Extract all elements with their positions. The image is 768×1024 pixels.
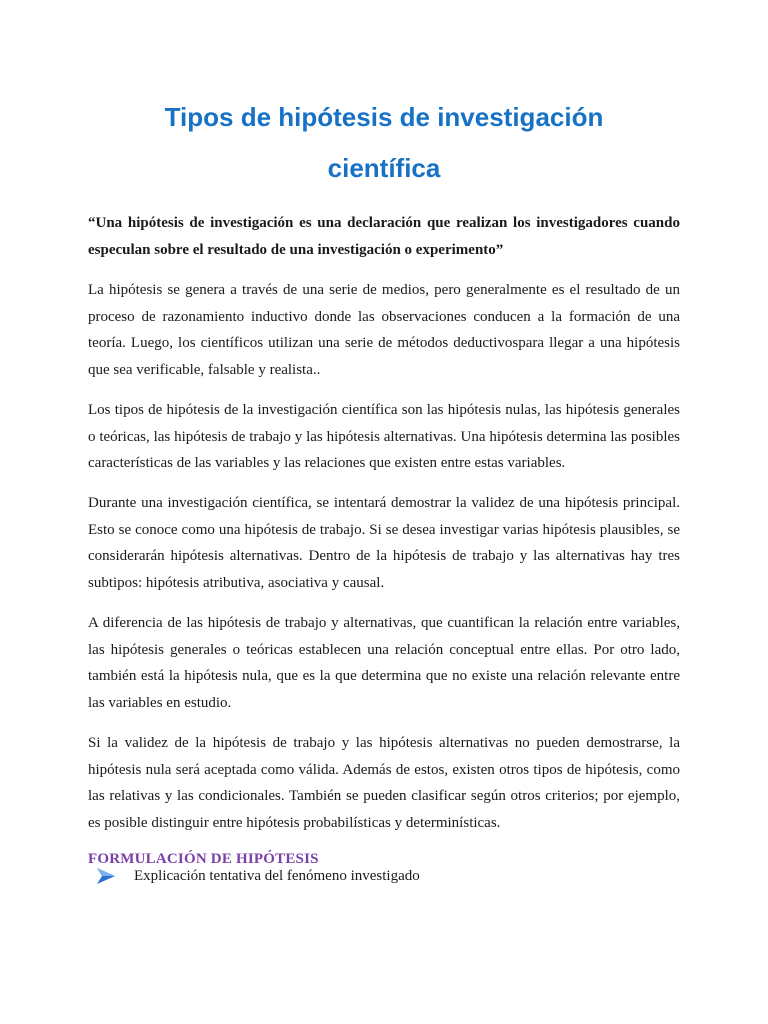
paragraph: La hipótesis se genera a través de una serie de medios, pero generalmente es el resultado de un proceso de razonamiento inductivo donde las observaciones conducen a la formación de una teoría. Luego, los científicos utilizan una serie de métodos deductivospara llegar a una hipótesis que sea verificable, falsable y realista.. bbox=[88, 282, 680, 379]
page-title: Tipos de hipótesis de investigación bbox=[164, 102, 604, 132]
paragraph: Los tipos de hipótesis de la investigación científica son las hipótesis nulas, las hipótesis generales o teóricas, las hipótesis de trabajo y las hipótesis alternativas. Una hipótesis determina las posibles características de las variables y las relaciones que existen entre estas variables. bbox=[88, 402, 680, 472]
page-title-continued: científica bbox=[327, 153, 441, 183]
list-item-text: Explicación tentativa del fenómeno investigado bbox=[134, 868, 420, 884]
arrow-bullet-icon bbox=[96, 866, 116, 886]
paragraph: Durante una investigación científica, se intentará demostrar la validez de una hipótesis principal. Esto se conoce como una hipótesis de trabajo. Si se desea investigar varias hipótesis plausibles, se considerarán hipótesis alternativas. Dentro de la hipótesis de trabajo y las alternativas hay tres subtipos: hipótesis atributiva, asociativa y causal. bbox=[88, 495, 680, 592]
paragraph: A diferencia de las hipótesis de trabajo y alternativas, que cuantifican la relación entre variables, las hipótesis generales o teóricas establecen una relación conceptual entre ellas. Por otro lado, también está la hipótesis nula, que es la que determina que no existe una relación relevante entre las variables en estudio. bbox=[88, 615, 680, 712]
opening-quote: “Una hipótesis de investigación es una declaración que realizan los investigadores cuando especulan sobre el resultado de una investigación o experimento” bbox=[88, 215, 680, 258]
list-item bbox=[96, 863, 696, 889]
paragraph: Si la validez de la hipótesis de trabajo y las hipótesis alternativas no pueden demostrarse, la hipótesis nula será aceptada como válida. Además de estos, existen otros tipos de hipótesis, como las relativas y las condicionales. También se pueden clasificar según otros criterios; por ejemplo, es posible distinguir entre hipótesis probabilísticas y determinísticas. bbox=[88, 735, 680, 832]
section-heading: FORMULACIÓN DE HIPÓTESIS bbox=[88, 851, 319, 867]
